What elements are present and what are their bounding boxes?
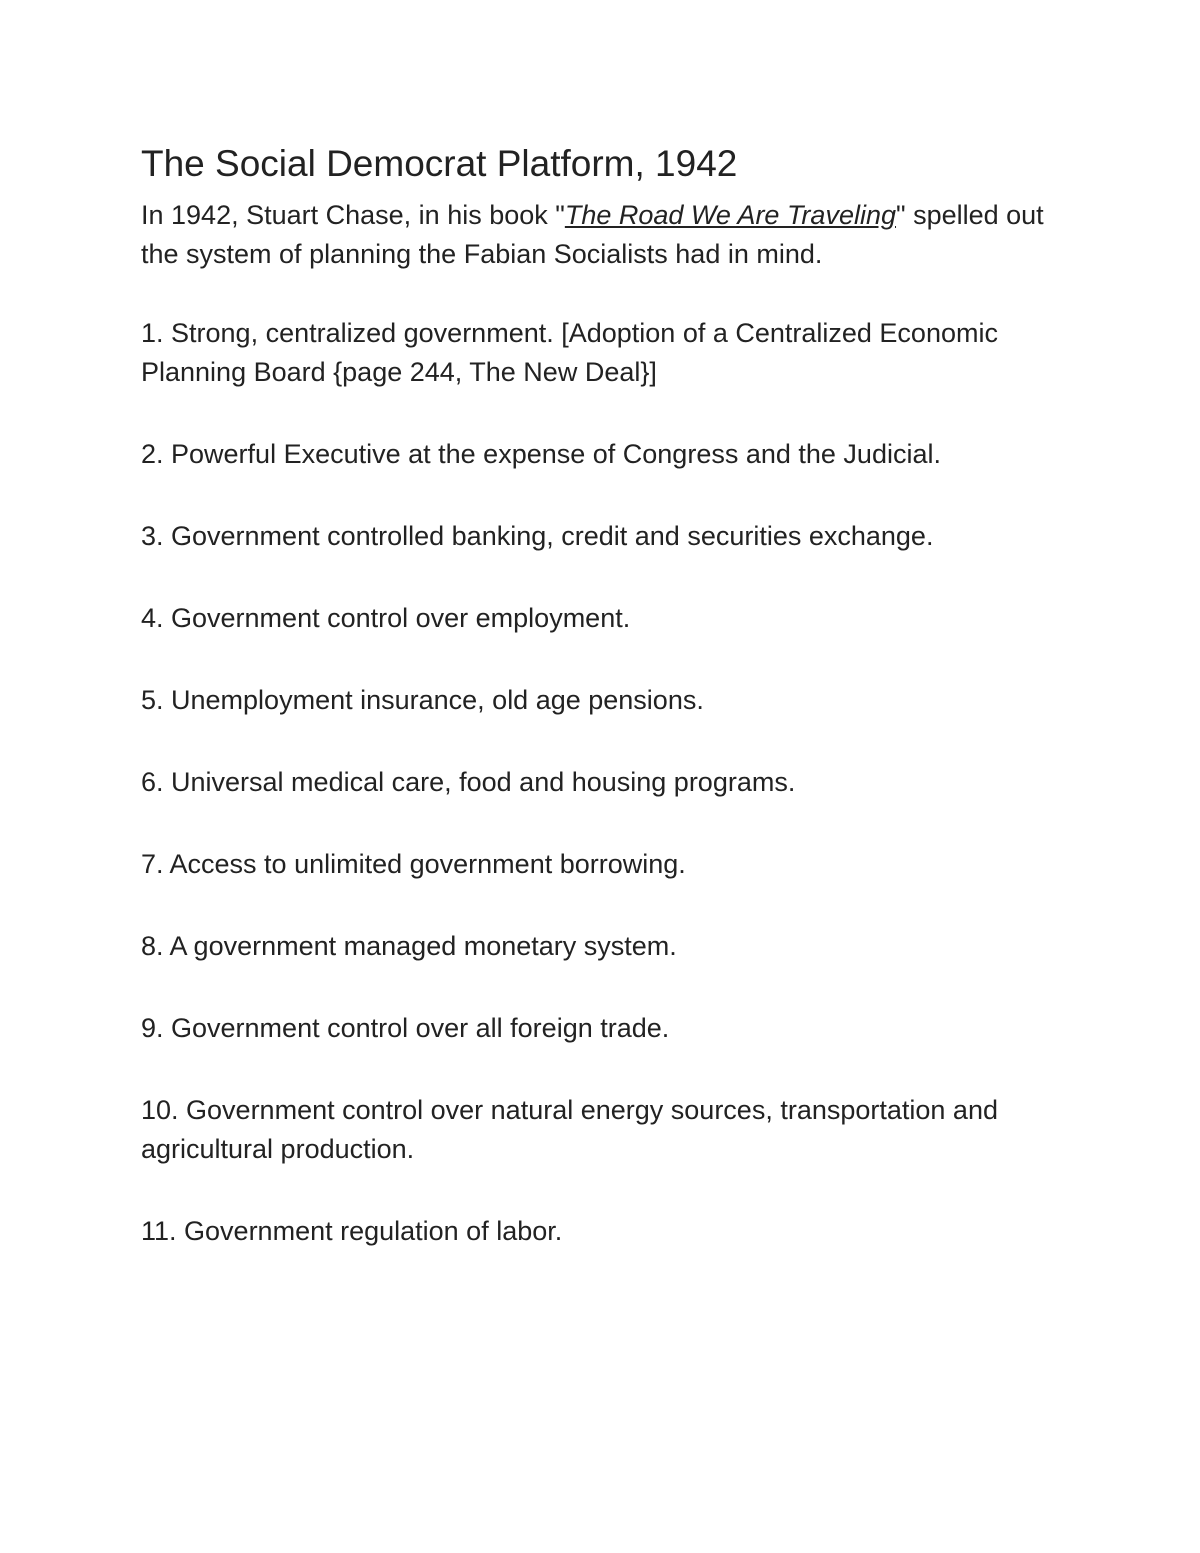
intro-text-after: " spelled out the system of planning the Fabian Socialists had in mind. xyxy=(141,200,1044,269)
platform-item-3: 3. Government controlled banking, credit and securities exchange. xyxy=(141,521,934,551)
intro-paragraph xyxy=(141,196,1071,274)
platform-item-11: 11. Government regulation of labor. xyxy=(141,1216,563,1246)
platform-item-7: 7. Access to unlimited government borrowing. xyxy=(141,849,686,879)
document-page xyxy=(141,138,1071,1294)
platform-item-10: 10. Government control over natural energy sources, transportation and agricultural production. xyxy=(141,1095,998,1164)
platform-item-5: 5. Unemployment insurance, old age pensions. xyxy=(141,685,704,715)
document-title: The Social Democrat Platform, 1942 xyxy=(141,143,738,184)
platform-item-2: 2. Powerful Executive at the expense of Congress and the Judicial. xyxy=(141,439,941,469)
book-title: The Road We Are Traveling xyxy=(564,200,896,230)
platform-item-6: 6. Universal medical care, food and housing programs. xyxy=(141,767,796,797)
intro-text-before: In 1942, Stuart Chase, in his book " xyxy=(141,200,565,230)
platform-item-9: 9. Government control over all foreign trade. xyxy=(141,1013,670,1043)
platform-item-4: 4. Government control over employment. xyxy=(141,603,631,633)
platform-item-1: 1. Strong, centralized government. [Adoption of a Centralized Economic Planning Board {page 244, The New Deal}] xyxy=(141,318,998,387)
platform-item-8: 8. A government managed monetary system. xyxy=(141,931,677,961)
